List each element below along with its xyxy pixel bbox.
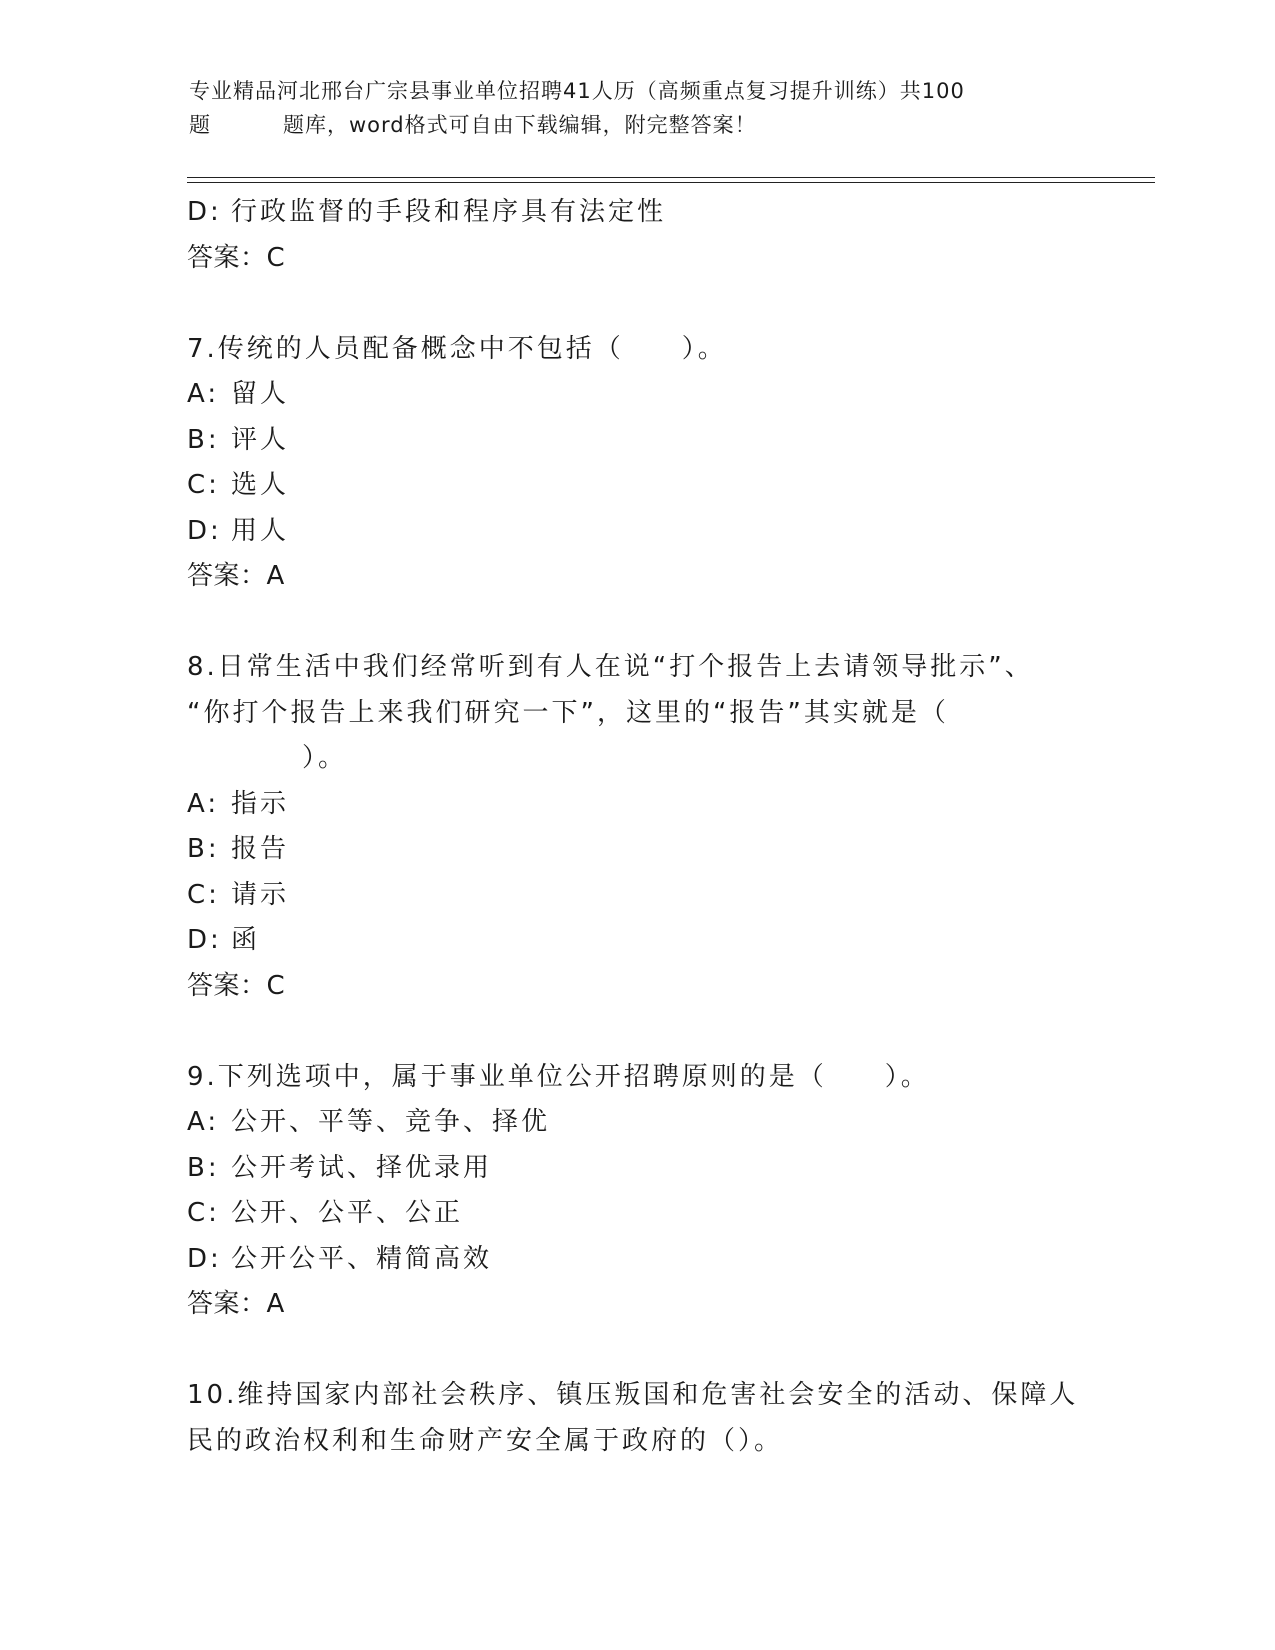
option-label: D: [187, 925, 222, 955]
spacer [187, 281, 1087, 327]
option-text: 评人 [231, 424, 290, 455]
q9-option-c [187, 1191, 1087, 1237]
option-text: 公开考试、择优录用 [231, 1152, 493, 1183]
header-title-line2 [189, 108, 1079, 142]
option-label: A: [187, 788, 220, 819]
option-label: B: [187, 424, 220, 455]
option-label: D: [187, 197, 222, 227]
option-label: C: [187, 879, 220, 910]
option-text: 行政监督的手段和程序具有法定性 [231, 197, 667, 227]
option-label: C: [187, 470, 220, 500]
q6-answer: 答案：C [187, 242, 286, 273]
option-text: 用人 [231, 515, 290, 546]
option-text: 公开、平等、竞争、择优 [231, 1107, 551, 1137]
spacer [187, 1009, 1087, 1055]
q9-option-a [187, 1100, 1087, 1146]
q9-answer: 答案：A [187, 1289, 285, 1319]
q10-stem-line1: 10.维持国家内部社会秩序、镇压叛国和危害社会安全的活动、保障人 [187, 1380, 1079, 1410]
q7-option-d [187, 509, 1087, 555]
header-title-line1: 专业精品河北邢台广宗县事业单位招聘41人历（高频重点复习提升训练）共100 [189, 79, 965, 103]
option-label: C: [187, 1198, 220, 1228]
q8-option-c [187, 873, 1087, 919]
option-text: 函 [231, 925, 261, 955]
option-label: B: [187, 1152, 220, 1183]
q9-option-b [187, 1146, 1087, 1192]
option-text: 报告 [231, 834, 290, 864]
option-text: 公开公平、精简高效 [231, 1243, 493, 1274]
q7-answer: 答案：A [187, 561, 285, 591]
option-text: 请示 [231, 879, 290, 910]
q9-stem: 9.下列选项中，属于事业单位公开招聘原则的是（ ）。 [187, 1061, 930, 1092]
option-text: 留人 [231, 379, 290, 409]
option-label: D: [187, 515, 222, 546]
header-title-line2-tail: 题库，word格式可自由下载编辑，附完整答案！ [283, 113, 757, 137]
q8-option-b [187, 827, 1087, 873]
option-label: A: [187, 379, 220, 409]
document-header [189, 74, 1079, 142]
q7-stem: 7.传统的人员配备概念中不包括（ ）。 [187, 333, 727, 364]
spacer [187, 600, 1087, 646]
q10-stem-line2: 民的政治权利和生命财产安全属于政府的（）。 [187, 1425, 784, 1456]
q8-option-d [187, 918, 1087, 964]
q8-stem-line2: “你打个报告上来我们研究一下”，这里的“报告”其实就是（ [187, 697, 949, 728]
option-label: A: [187, 1107, 220, 1137]
q9-option-d [187, 1237, 1087, 1283]
option-text: 公开、公平、公正 [231, 1198, 464, 1228]
q7-option-a [187, 372, 1087, 418]
header-title-line2-head: 题 [189, 113, 211, 137]
q6-option-d [187, 190, 1087, 236]
spacer [187, 1328, 1087, 1374]
option-text: 选人 [231, 470, 290, 500]
option-label: B: [187, 834, 220, 864]
q8-stem-line3: ）。 [302, 743, 348, 773]
q8-answer: 答案：C [187, 970, 286, 1001]
header-divider-bottom [187, 182, 1155, 183]
option-label: D: [187, 1243, 222, 1274]
question-list [187, 190, 1087, 1464]
q8-stem-line1: 8.日常生活中我们经常听到有人在说“打个报告上去请领导批示”、 [187, 652, 1034, 682]
q7-option-b [187, 418, 1087, 464]
option-text: 指示 [231, 788, 290, 819]
q8-option-a [187, 782, 1087, 828]
header-divider-top [187, 177, 1155, 178]
q7-option-c [187, 463, 1087, 509]
